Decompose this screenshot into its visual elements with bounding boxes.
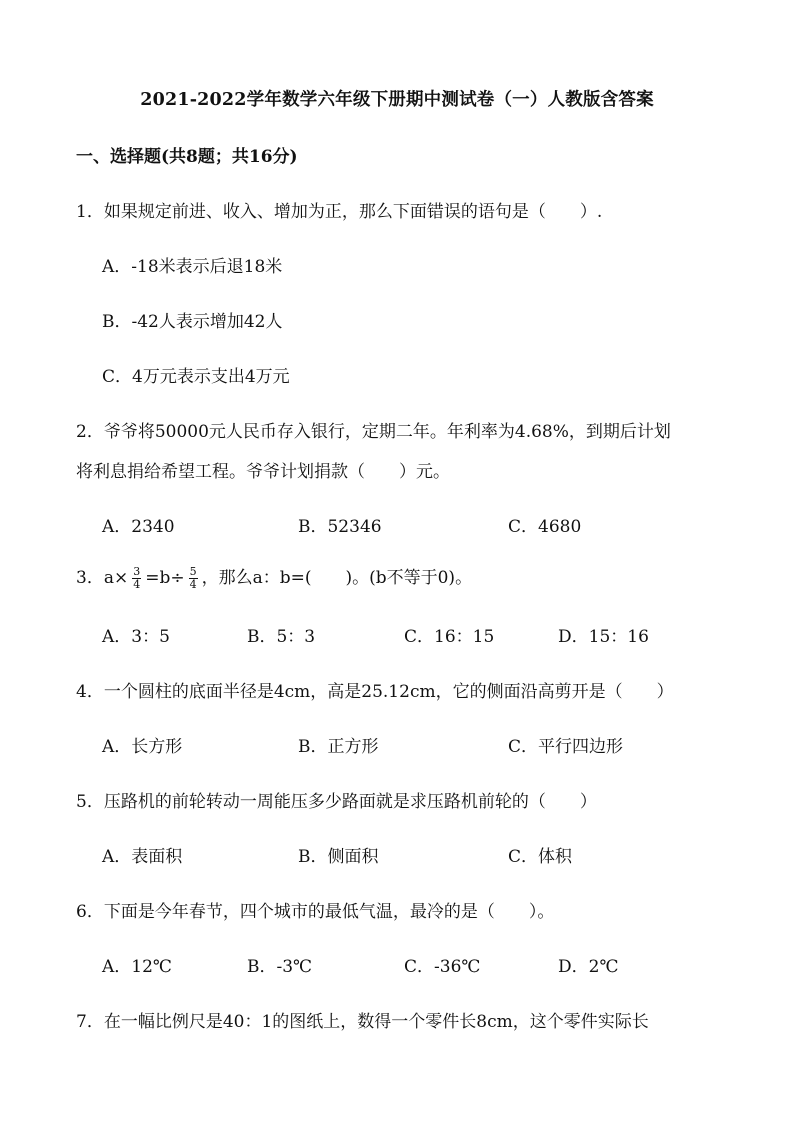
q6-option-c: C．-36℃ bbox=[404, 957, 481, 977]
q1-stem: 1．如果规定前进、收入、增加为正，那么下面错误的语句是（ ）. bbox=[76, 202, 603, 222]
q3-option-b: B．5：3 bbox=[247, 627, 316, 647]
q6-stem: 6．下面是今年春节，四个城市的最低气温，最冷的是（ ）。 bbox=[76, 902, 555, 922]
q3-prefix: 3．a× bbox=[76, 568, 129, 588]
fraction-five-quarters: $\frac{5}{4}$ bbox=[189, 565, 197, 591]
q5-stem: 5．压路机的前轮转动一周能压多少路面就是求压路机前轮的（ ） bbox=[76, 792, 597, 812]
q6-option-b: B．-3℃ bbox=[247, 957, 313, 977]
q3-suffix: ，那么a：b=( )。(b不等于0)。 bbox=[201, 568, 473, 588]
q5-option-c: C．体积 bbox=[508, 847, 573, 867]
q6-option-d: D．2℃ bbox=[558, 957, 619, 977]
q2-option-a: A．2340 bbox=[102, 517, 175, 537]
q2-option-c: C．4680 bbox=[508, 517, 582, 537]
q5-option-a: A．表面积 bbox=[102, 847, 183, 867]
q1-option-c: C．4万元表示支出4万元 bbox=[102, 367, 290, 387]
q2-stem-line1: 2．爷爷将50000元人民币存入银行，定期二年。年利率为4.68%，到期后计划 bbox=[76, 422, 671, 442]
q5-option-b: B．侧面积 bbox=[298, 847, 379, 867]
q3-option-a: A．3：5 bbox=[102, 627, 170, 647]
q2-stem-line2: 将利息捐给希望工程。爷爷计划捐款（ ）元。 bbox=[76, 462, 450, 482]
section-heading: 一、选择题(共8题；共16分) bbox=[76, 147, 298, 167]
q2-option-b: B．52346 bbox=[298, 517, 382, 537]
fraction-three-quarters: $\frac{3}{4}$ bbox=[133, 565, 141, 591]
q4-option-a: A．长方形 bbox=[102, 737, 183, 757]
q6-option-a: A．12℃ bbox=[102, 957, 172, 977]
q4-option-c: C．平行四边形 bbox=[508, 737, 624, 757]
q4-option-b: B．正方形 bbox=[298, 737, 379, 757]
q3-option-c: C．16：15 bbox=[404, 627, 495, 647]
q3-option-d: D．15：16 bbox=[558, 627, 649, 647]
page-title: 2021-2022学年数学六年级下册期中测试卷（一）人教版含答案 bbox=[140, 90, 654, 110]
q3-stem bbox=[76, 563, 472, 591]
q1-option-a: A．-18米表示后退18米 bbox=[102, 257, 283, 277]
q4-stem: 4．一个圆柱的底面半径是4cm，高是25.12cm，它的侧面沿高剪开是（ ） bbox=[76, 682, 674, 702]
q1-option-b: B．-42人表示增加42人 bbox=[102, 312, 283, 332]
q7-stem: 7．在一幅比例尺是40：1的图纸上，数得一个零件长8cm，这个零件实际长 bbox=[76, 1012, 649, 1032]
q3-mid: =b÷ bbox=[145, 568, 185, 588]
